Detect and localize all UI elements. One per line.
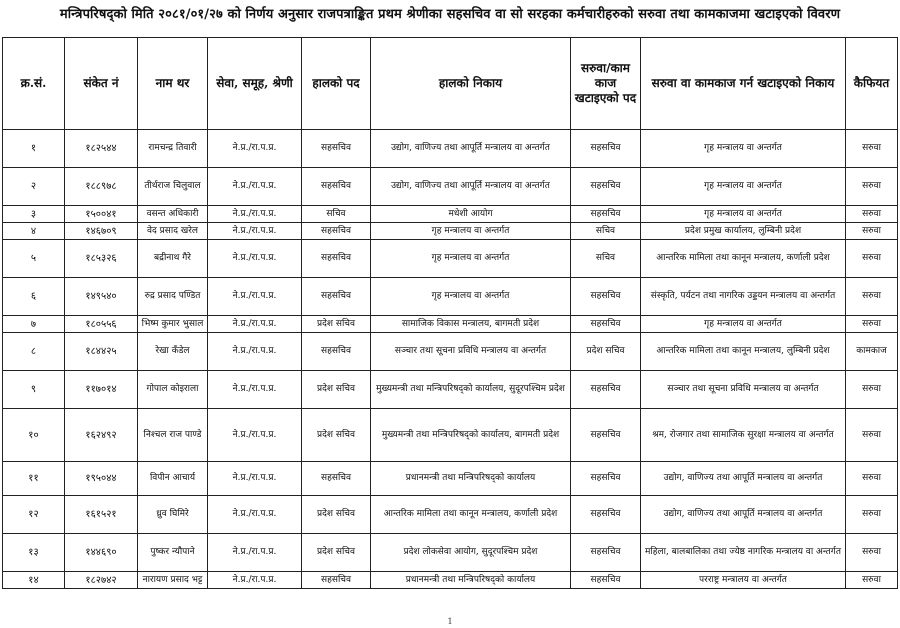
current-post-cell: प्रदेश सचिव [302, 534, 371, 572]
table-row [3, 409, 898, 462]
header-assigned-office: सरुवा वा कामकाज गर्न खटाइएको निकाय [641, 38, 846, 130]
current-post-cell: सचिव [302, 206, 371, 223]
current-post-cell: प्रदेश सचिव [302, 496, 371, 534]
name-cell: तीर्थराज चिलुवाल [138, 168, 208, 206]
assigned-office-cell: प्रदेश प्रमुख कार्यालय, लुम्बिनी प्रदेश [641, 223, 846, 240]
current-office-cell: सामाजिक विकास मन्त्रालय, बागमती प्रदेश [371, 316, 571, 333]
serial-number-cell: ७ [3, 316, 65, 333]
serial-number-cell: ४ [3, 223, 65, 240]
service-cell: ने.प्र./रा.प.प्र. [208, 278, 302, 316]
document-title: मन्त्रिपरिषद्को मिति २०८१/०१/२७ को निर्णय अनुसार राजपत्राङ्कित प्रथम श्रेणीका सहसचिव वा सो सरहका कर्मचारीहरुको सरुवा तथा कामकाजमा खटाइएको विवरण [59, 7, 841, 22]
current-office-cell: प्रधानमन्त्री तथा मन्त्रिपरिषद्को कार्यालय [371, 462, 571, 496]
assigned-post-cell: सहसचिव [571, 278, 641, 316]
remarks-cell: सरुवा [846, 572, 898, 589]
assigned-office-cell: गृह मन्त्रालय वा अन्तर्गत [641, 206, 846, 223]
name-cell: रेखा कँडेल [138, 333, 208, 371]
remarks-cell: सरुवा [846, 462, 898, 496]
name-cell: पुष्कर न्यौपाने [138, 534, 208, 572]
header-remarks: कैफियत [846, 38, 898, 130]
code-number-cell: १४६७०९ [65, 223, 138, 240]
current-post-cell: सहसचिव [302, 333, 371, 371]
serial-number-cell: ११ [3, 462, 65, 496]
remarks-cell: सरुवा [846, 534, 898, 572]
assigned-post-cell: सहसचिव [571, 534, 641, 572]
code-number-cell: १६२४९२ [65, 409, 138, 462]
remarks-cell: सरुवा [846, 316, 898, 333]
table-header-row [3, 38, 898, 130]
current-office-cell: मुख्यमन्त्री तथा मन्त्रिपरिषद्को कार्यालय, सुदूरपश्चिम प्रदेश [371, 371, 571, 409]
assigned-post-cell: सहसचिव [571, 206, 641, 223]
table-row [3, 223, 898, 240]
remarks-cell: सरुवा [846, 409, 898, 462]
assigned-office-cell: आन्तरिक मामिला तथा कानून मन्त्रालय, कर्णाली प्रदेश [641, 240, 846, 278]
remarks-cell: सरुवा [846, 496, 898, 534]
current-office-cell: गृह मन्त्रालय वा अन्तर्गत [371, 240, 571, 278]
assigned-post-cell: सहसचिव [571, 462, 641, 496]
header-current-office: हालको निकाय [371, 38, 571, 130]
assigned-office-cell: परराष्ट्र मन्त्रालय वा अन्तर्गत [641, 572, 846, 589]
transfer-table [2, 37, 898, 589]
serial-number-cell: ६ [3, 278, 65, 316]
service-cell: ने.प्र./रा.प.प्र. [208, 409, 302, 462]
remarks-cell: सरुवा [846, 223, 898, 240]
current-office-cell: आन्तरिक मामिला तथा कानून मन्त्रालय, कर्णाली प्रदेश [371, 496, 571, 534]
assigned-office-cell: उद्योग, वाणिज्य तथा आपूर्ति मन्त्रालय वा अन्तर्गत [641, 462, 846, 496]
service-cell: ने.प्र./रा.प.प्र. [208, 496, 302, 534]
current-post-cell: सहसचिव [302, 130, 371, 168]
table-row [3, 240, 898, 278]
current-office-cell: उद्योग, वाणिज्य तथा आपूर्ति मन्त्रालय वा अन्तर्गत [371, 130, 571, 168]
service-cell: ने.प्र./रा.प.प्र. [208, 130, 302, 168]
table-row [3, 206, 898, 223]
current-office-cell: मुख्यमन्त्री तथा मन्त्रिपरिषद्को कार्यालय, बागमती प्रदेश [371, 409, 571, 462]
current-office-cell: उद्योग, वाणिज्य तथा आपूर्ति मन्त्रालय वा अन्तर्गत [371, 168, 571, 206]
assigned-post-cell: सहसचिव [571, 496, 641, 534]
serial-number-cell: १ [3, 130, 65, 168]
current-office-cell: प्रदेश लोकसेवा आयोग, सुदूरपश्चिम प्रदेश [371, 534, 571, 572]
service-cell: ने.प्र./रा.प.प्र. [208, 206, 302, 223]
table-row [3, 333, 898, 371]
table-row [3, 496, 898, 534]
serial-number-cell: ९ [3, 371, 65, 409]
header-serial-number: क्र.सं. [3, 38, 65, 130]
header-service-group-class: सेवा, समूह, श्रेणी [208, 38, 302, 130]
assigned-post-cell: सचिव [571, 223, 641, 240]
assigned-office-cell: आन्तरिक मामिला तथा कानून मन्त्रालय, लुम्बिनी प्रदेश [641, 333, 846, 371]
assigned-post-cell: सहसचिव [571, 316, 641, 333]
name-cell: रामचन्द्र तिवारी [138, 130, 208, 168]
code-number-cell: १९५०४४ [65, 462, 138, 496]
serial-number-cell: १४ [3, 572, 65, 589]
name-cell: बद्रीनाथ गैरे [138, 240, 208, 278]
service-cell: ने.प्र./रा.प.प्र. [208, 316, 302, 333]
remarks-cell: सरुवा [846, 168, 898, 206]
serial-number-cell: ३ [3, 206, 65, 223]
serial-number-cell: १३ [3, 534, 65, 572]
current-office-cell: प्रधानमन्त्री तथा मन्त्रिपरिषद्को कार्यालय [371, 572, 571, 589]
service-cell: ने.प्र./रा.प.प्र. [208, 223, 302, 240]
assigned-post-cell: सहसचिव [571, 130, 641, 168]
current-post-cell: प्रदेश सचिव [302, 409, 371, 462]
assigned-post-cell: सहसचिव [571, 168, 641, 206]
current-post-cell: सहसचिव [302, 168, 371, 206]
table-row [3, 572, 898, 589]
service-cell: ने.प्र./रा.प.प्र. [208, 462, 302, 496]
current-office-cell: सञ्चार तथा सूचना प्रविधि मन्त्रालय वा अन्तर्गत [371, 333, 571, 371]
remarks-cell: कामकाज [846, 333, 898, 371]
remarks-cell: सरुवा [846, 278, 898, 316]
page-number: 1 [447, 617, 453, 626]
assigned-office-cell: श्रम, रोजगार तथा सामाजिक सुरक्षा मन्त्रालय वा अन्तर्गत [641, 409, 846, 462]
code-number-cell: १८४४२५ [65, 333, 138, 371]
assigned-office-cell: गृह मन्त्रालय वा अन्तर्गत [641, 168, 846, 206]
name-cell: निश्चल राज पाण्डे [138, 409, 208, 462]
current-post-cell: प्रदेश सचिव [302, 316, 371, 333]
code-number-cell: १८२७४२ [65, 572, 138, 589]
name-cell: गोपाल कोइराला [138, 371, 208, 409]
code-number-cell: १४४६९० [65, 534, 138, 572]
table-row [3, 462, 898, 496]
name-cell: भिष्म कुमार भुसाल [138, 316, 208, 333]
assigned-office-cell: सञ्चार तथा सूचना प्रविधि मन्त्रालय वा अन्तर्गत [641, 371, 846, 409]
current-post-cell: सहसचिव [302, 572, 371, 589]
table-row [3, 371, 898, 409]
service-cell: ने.प्र./रा.प.प्र. [208, 572, 302, 589]
assigned-post-cell: सहसचिव [571, 371, 641, 409]
remarks-cell: सरुवा [846, 130, 898, 168]
remarks-cell: सरुवा [846, 240, 898, 278]
name-cell: ध्रुव घिमिरे [138, 496, 208, 534]
header-name: नाम थर [138, 38, 208, 130]
code-number-cell: १८८९७८ [65, 168, 138, 206]
assigned-office-cell: गृह मन्त्रालय वा अन्तर्गत [641, 316, 846, 333]
current-post-cell: सहसचिव [302, 462, 371, 496]
current-office-cell: मधेशी आयोग [371, 206, 571, 223]
serial-number-cell: २ [3, 168, 65, 206]
current-post-cell: सहसचिव [302, 278, 371, 316]
assigned-office-cell: उद्योग, वाणिज्य तथा आपूर्ति मन्त्रालय वा अन्तर्गत [641, 496, 846, 534]
table-body [3, 130, 898, 589]
table-row [3, 168, 898, 206]
name-cell: वेद प्रसाद खरेल [138, 223, 208, 240]
header-code-number: संकेत नं [65, 38, 138, 130]
name-cell: नारायण प्रसाद भट्ट [138, 572, 208, 589]
table-row [3, 130, 898, 168]
code-number-cell: १८२५४४ [65, 130, 138, 168]
code-number-cell: १४९५४० [65, 278, 138, 316]
assigned-post-cell: सचिव [571, 240, 641, 278]
serial-number-cell: ८ [3, 333, 65, 371]
service-cell: ने.प्र./रा.प.प्र. [208, 240, 302, 278]
code-number-cell: १६१५२१ [65, 496, 138, 534]
assigned-office-cell: गृह मन्त्रालय वा अन्तर्गत [641, 130, 846, 168]
service-cell: ने.प्र./रा.प.प्र. [208, 371, 302, 409]
table-row [3, 316, 898, 333]
table-row [3, 278, 898, 316]
name-cell: रुद्र प्रसाद पण्डित [138, 278, 208, 316]
assigned-post-cell: सहसचिव [571, 572, 641, 589]
service-cell: ने.प्र./रा.प.प्र. [208, 168, 302, 206]
header-current-post: हालको पद [302, 38, 371, 130]
current-office-cell: गृह मन्त्रालय वा अन्तर्गत [371, 278, 571, 316]
current-office-cell: गृह मन्त्रालय वा अन्तर्गत [371, 223, 571, 240]
current-post-cell: प्रदेश सचिव [302, 371, 371, 409]
assigned-office-cell: संस्कृति, पर्यटन तथा नागरिक उड्डयन मन्त्रालय वा अन्तर्गत [641, 278, 846, 316]
header-assigned-post: सरुवा/काम काज खटाइएको पद [571, 38, 641, 130]
service-cell: ने.प्र./रा.प.प्र. [208, 333, 302, 371]
code-number-cell: १८५३२६ [65, 240, 138, 278]
table-row [3, 534, 898, 572]
serial-number-cell: ५ [3, 240, 65, 278]
assigned-post-cell: सहसचिव [571, 409, 641, 462]
serial-number-cell: १० [3, 409, 65, 462]
code-number-cell: १८०५५६ [65, 316, 138, 333]
code-number-cell: १५००४१ [65, 206, 138, 223]
remarks-cell: सरुवा [846, 206, 898, 223]
service-cell: ने.प्र./रा.प.प्र. [208, 534, 302, 572]
code-number-cell: ११७०१४ [65, 371, 138, 409]
current-post-cell: सहसचिव [302, 240, 371, 278]
name-cell: वसन्त अधिकारी [138, 206, 208, 223]
serial-number-cell: १२ [3, 496, 65, 534]
remarks-cell: सरुवा [846, 371, 898, 409]
name-cell: विपीन आचार्य [138, 462, 208, 496]
assigned-office-cell: महिला, बालबालिका तथा ज्येष्ठ नागरिक मन्त्रालय वा अन्तर्गत [641, 534, 846, 572]
assigned-post-cell: प्रदेश सचिव [571, 333, 641, 371]
current-post-cell: सहसचिव [302, 223, 371, 240]
